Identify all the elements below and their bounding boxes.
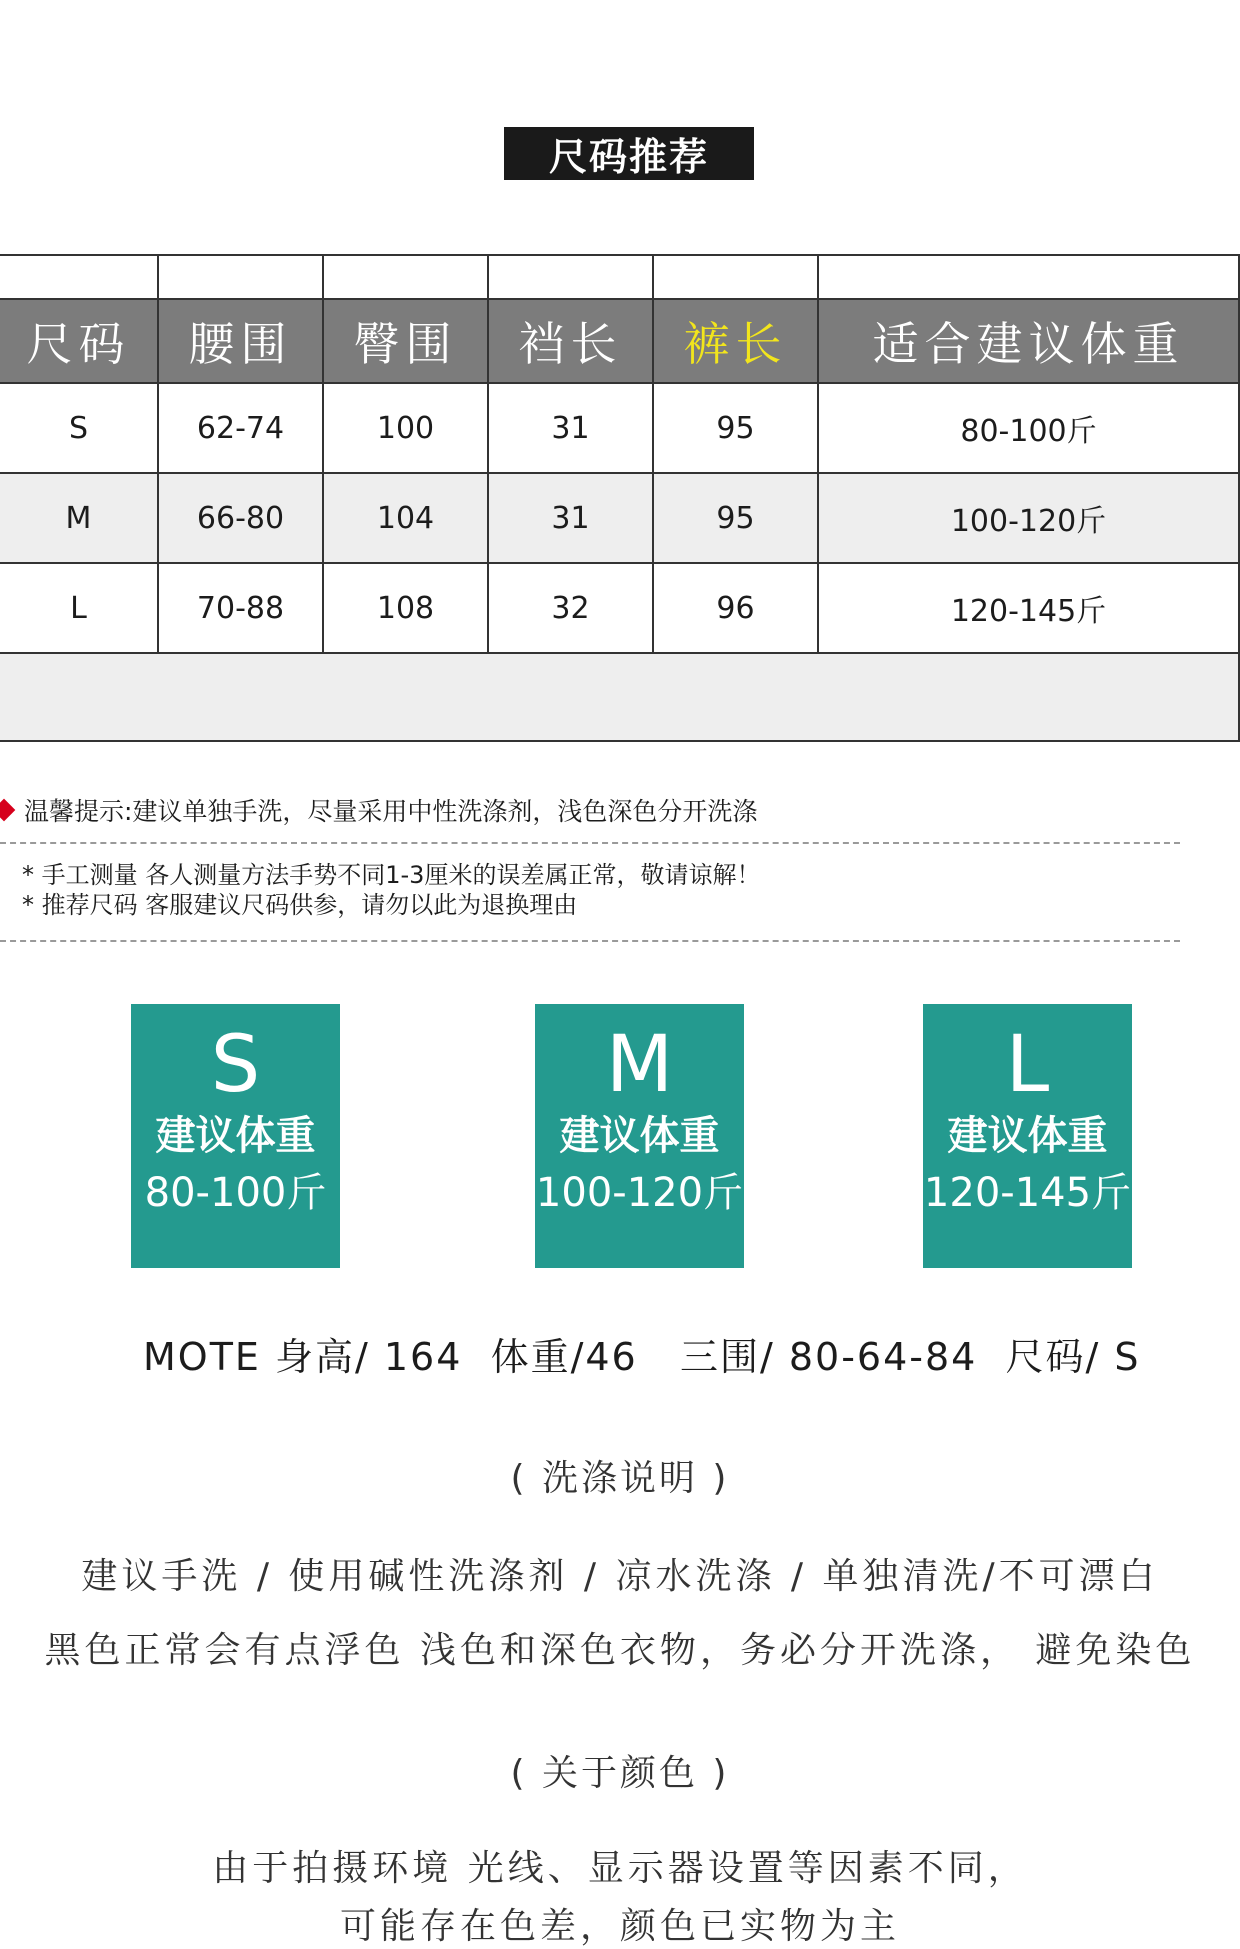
cell-size: S	[0, 383, 158, 473]
card-weight: 120-145斤	[923, 1170, 1132, 1216]
card-label: 建议体重	[155, 1113, 316, 1159]
cell-waist: 62-74	[158, 383, 323, 473]
table-row	[0, 383, 1239, 473]
card-weight: 80-100斤	[144, 1170, 327, 1216]
cell-rise: 31	[488, 473, 653, 563]
size-card-m	[535, 1004, 744, 1268]
cell-size: L	[0, 563, 158, 653]
size-recommend-title: 尺码推荐	[504, 127, 754, 180]
header-waist: 腰围	[158, 299, 323, 383]
dashed-divider	[0, 940, 1180, 942]
cell-weight: 80-100斤	[818, 383, 1239, 473]
color-line: 可能存在色差，颜色已实物为主	[339, 1906, 900, 1947]
cell-rise: 32	[488, 563, 653, 653]
note-line: * 推荐尺码 客服建议尺码供参，请勿以此为退换理由	[22, 891, 578, 919]
table-spacer-row	[0, 255, 1239, 299]
cell-waist: 70-88	[158, 563, 323, 653]
wash-title: ( 洗涤说明 )	[510, 1458, 730, 1499]
cell-hip: 104	[323, 473, 488, 563]
color-title: ( 关于颜色 )	[510, 1753, 730, 1794]
header-hip: 臀围	[323, 299, 488, 383]
header-size: 尺码	[0, 299, 158, 383]
table-row	[0, 563, 1239, 653]
table-row	[0, 473, 1239, 563]
card-label: 建议体重	[559, 1113, 720, 1159]
size-table	[0, 254, 1240, 742]
care-tip	[0, 792, 757, 828]
cell-length: 95	[653, 383, 818, 473]
size-card-l	[923, 1004, 1132, 1268]
wash-line: 建议手洗 / 使用碱性洗涤剂 / 凉水洗涤 / 单独清洗/不可漂白	[81, 1556, 1159, 1597]
card-size-letter: S	[210, 1020, 261, 1110]
dashed-divider	[0, 842, 1180, 844]
cell-rise: 31	[488, 383, 653, 473]
model-info: MOTE 身高/ 164 体重/46 三围/ 80-64-84 尺码/ S	[143, 1335, 1141, 1379]
cell-waist: 66-80	[158, 473, 323, 563]
measurement-notes	[22, 860, 760, 920]
header-length: 裤长	[653, 299, 818, 383]
cell-length: 96	[653, 563, 818, 653]
card-weight: 100-120斤	[535, 1170, 744, 1216]
card-size-letter: M	[605, 1020, 674, 1110]
table-footer-row	[0, 653, 1239, 741]
diamond-marker-icon	[0, 799, 15, 822]
table-header-row	[0, 299, 1239, 383]
card-size-letter: L	[1005, 1020, 1050, 1110]
cell-weight: 100-120斤	[818, 473, 1239, 563]
card-label: 建议体重	[947, 1113, 1108, 1159]
care-tip-text: 温馨提示:建议单独手洗，尽量采用中性洗涤剂，浅色深色分开洗涤	[24, 797, 758, 826]
wash-line: 黑色正常会有点浮色 浅色和深色衣物，务必分开洗涤， 避免染色	[44, 1630, 1196, 1671]
cell-length: 95	[653, 473, 818, 563]
color-line: 由于拍摄环境 光线、显示器设置等因素不同，	[212, 1848, 1028, 1889]
note-line: * 手工测量 各人测量方法手势不同1-3厘米的误差属正常，敬请谅解！	[22, 861, 761, 889]
header-weight: 适合建议体重	[818, 299, 1239, 383]
size-card-s	[131, 1004, 340, 1268]
cell-hip: 108	[323, 563, 488, 653]
cell-weight: 120-145斤	[818, 563, 1239, 653]
cell-hip: 100	[323, 383, 488, 473]
header-rise: 裆长	[488, 299, 653, 383]
cell-size: M	[0, 473, 158, 563]
